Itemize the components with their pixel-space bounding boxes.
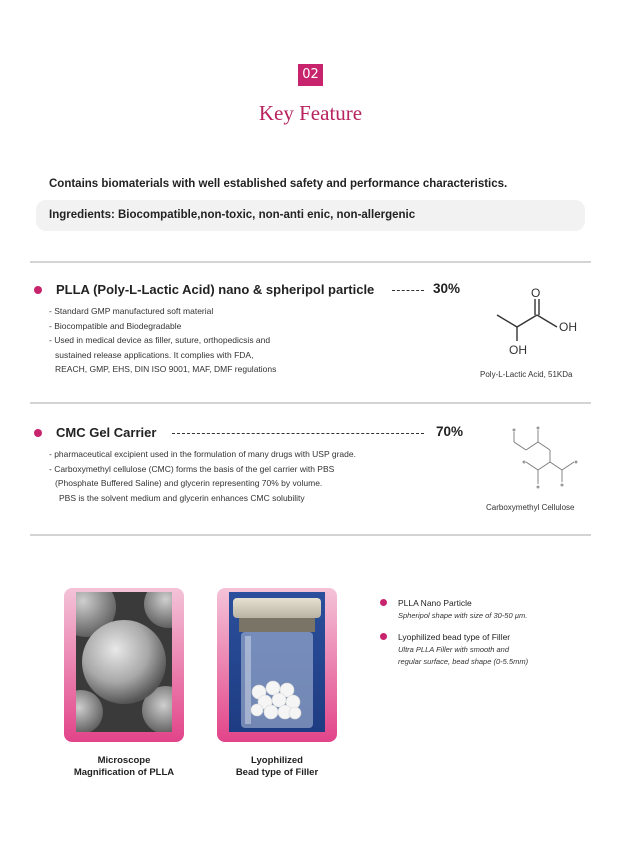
photo-label-line: Magnification of PLLA <box>73 767 175 778</box>
divider-bottom <box>30 534 591 536</box>
plla-title: PLLA (Poly-L-Lactic Acid) nano & spheripol particle <box>56 282 375 297</box>
side-note-sub: regular surface, bead shape (0-5.5mm) <box>398 657 529 666</box>
cmc-bullet-item: PBS is the solvent medium and glycerin enhances CMC solubility <box>59 492 305 503</box>
plla-bullet-item: sustained release applications. It complies with FDA, <box>55 349 254 360</box>
intro-text: Contains biomaterials with well established safety and performance characteristics. <box>49 178 508 190</box>
cmc-structure-icon <box>500 420 590 500</box>
ingredients-panel <box>36 200 585 231</box>
photo-label-line: Microscope <box>97 755 151 766</box>
plla-bullet-dot <box>34 286 42 294</box>
vial-image <box>229 592 325 732</box>
molecule-oh-label: OH <box>559 320 577 334</box>
divider-top <box>30 261 591 263</box>
side-note-sub: Ultra PLLA Filler with smooth and <box>398 645 510 654</box>
molecule-oh2-label: OH <box>509 343 527 357</box>
cmc-bullet-item: - Carboxymethyl cellulose (CMC) forms the basis of the gel carrier with PBS <box>49 463 335 474</box>
plla-bullet-item: REACH, GMP, EHS, DIN ISO 9001, MAF, DMF regulations <box>55 364 277 374</box>
cmc-bullet-list <box>49 447 356 505</box>
cmc-bullet-item: - pharmaceutical excipient used in the formulation of many drugs with USP grade. <box>49 449 356 459</box>
divider-middle <box>30 402 591 404</box>
page-title: Key Feature <box>258 101 363 125</box>
lactic-acid-structure-icon <box>485 285 585 360</box>
side-note-bullet-dot <box>380 633 387 640</box>
photo-label-line: Lyophilized <box>251 755 303 766</box>
microscope-image <box>76 592 172 732</box>
side-note-sub: Spheripol shape with size of 30-50 µm. <box>398 611 528 620</box>
photo-label-line: Bead type of Filler <box>235 767 319 778</box>
plla-bullet-item: - Biocompatible and Biodegradable <box>49 320 182 331</box>
plla-leader-line <box>392 290 424 291</box>
vial-photo-label <box>207 755 347 779</box>
microscope-photo-label <box>54 755 194 779</box>
molecule-o-label: O <box>531 286 541 300</box>
plla-structure-caption: Poly-L-Lactic Acid, 51KDa <box>480 370 573 379</box>
side-note-bullet-dot <box>380 599 387 606</box>
cmc-percent: 70% <box>436 424 464 439</box>
cmc-bullet-item: (Phosphate Buffered Saline) and glycerin representing 70% by volume. <box>55 478 323 488</box>
cmc-title: CMC Gel Carrier <box>56 425 157 440</box>
ingredients-text: Ingredients: Biocompatible,non-toxic, non-anti enic, non-allergenic <box>49 209 416 221</box>
cmc-bullet-dot <box>34 429 42 437</box>
section-number-badge: 02 <box>298 64 323 86</box>
side-note-title: PLLA Nano Particle <box>398 598 472 608</box>
plla-percent: 30% <box>433 281 461 296</box>
plla-bullet-list <box>49 304 276 377</box>
microscope-photo-card <box>64 588 184 742</box>
plla-bullet-item: - Used in medical device as filler, suture, orthopedicsis and <box>49 335 271 345</box>
cmc-structure-caption: Carboxymethyl Cellulose <box>486 503 575 512</box>
vial-photo-card <box>217 588 337 742</box>
side-note-title: Lyophilized bead type of Filler <box>398 632 511 642</box>
plla-bullet-item: - Standard GMP manufactured soft material <box>49 306 214 316</box>
cmc-leader-line <box>172 433 424 434</box>
